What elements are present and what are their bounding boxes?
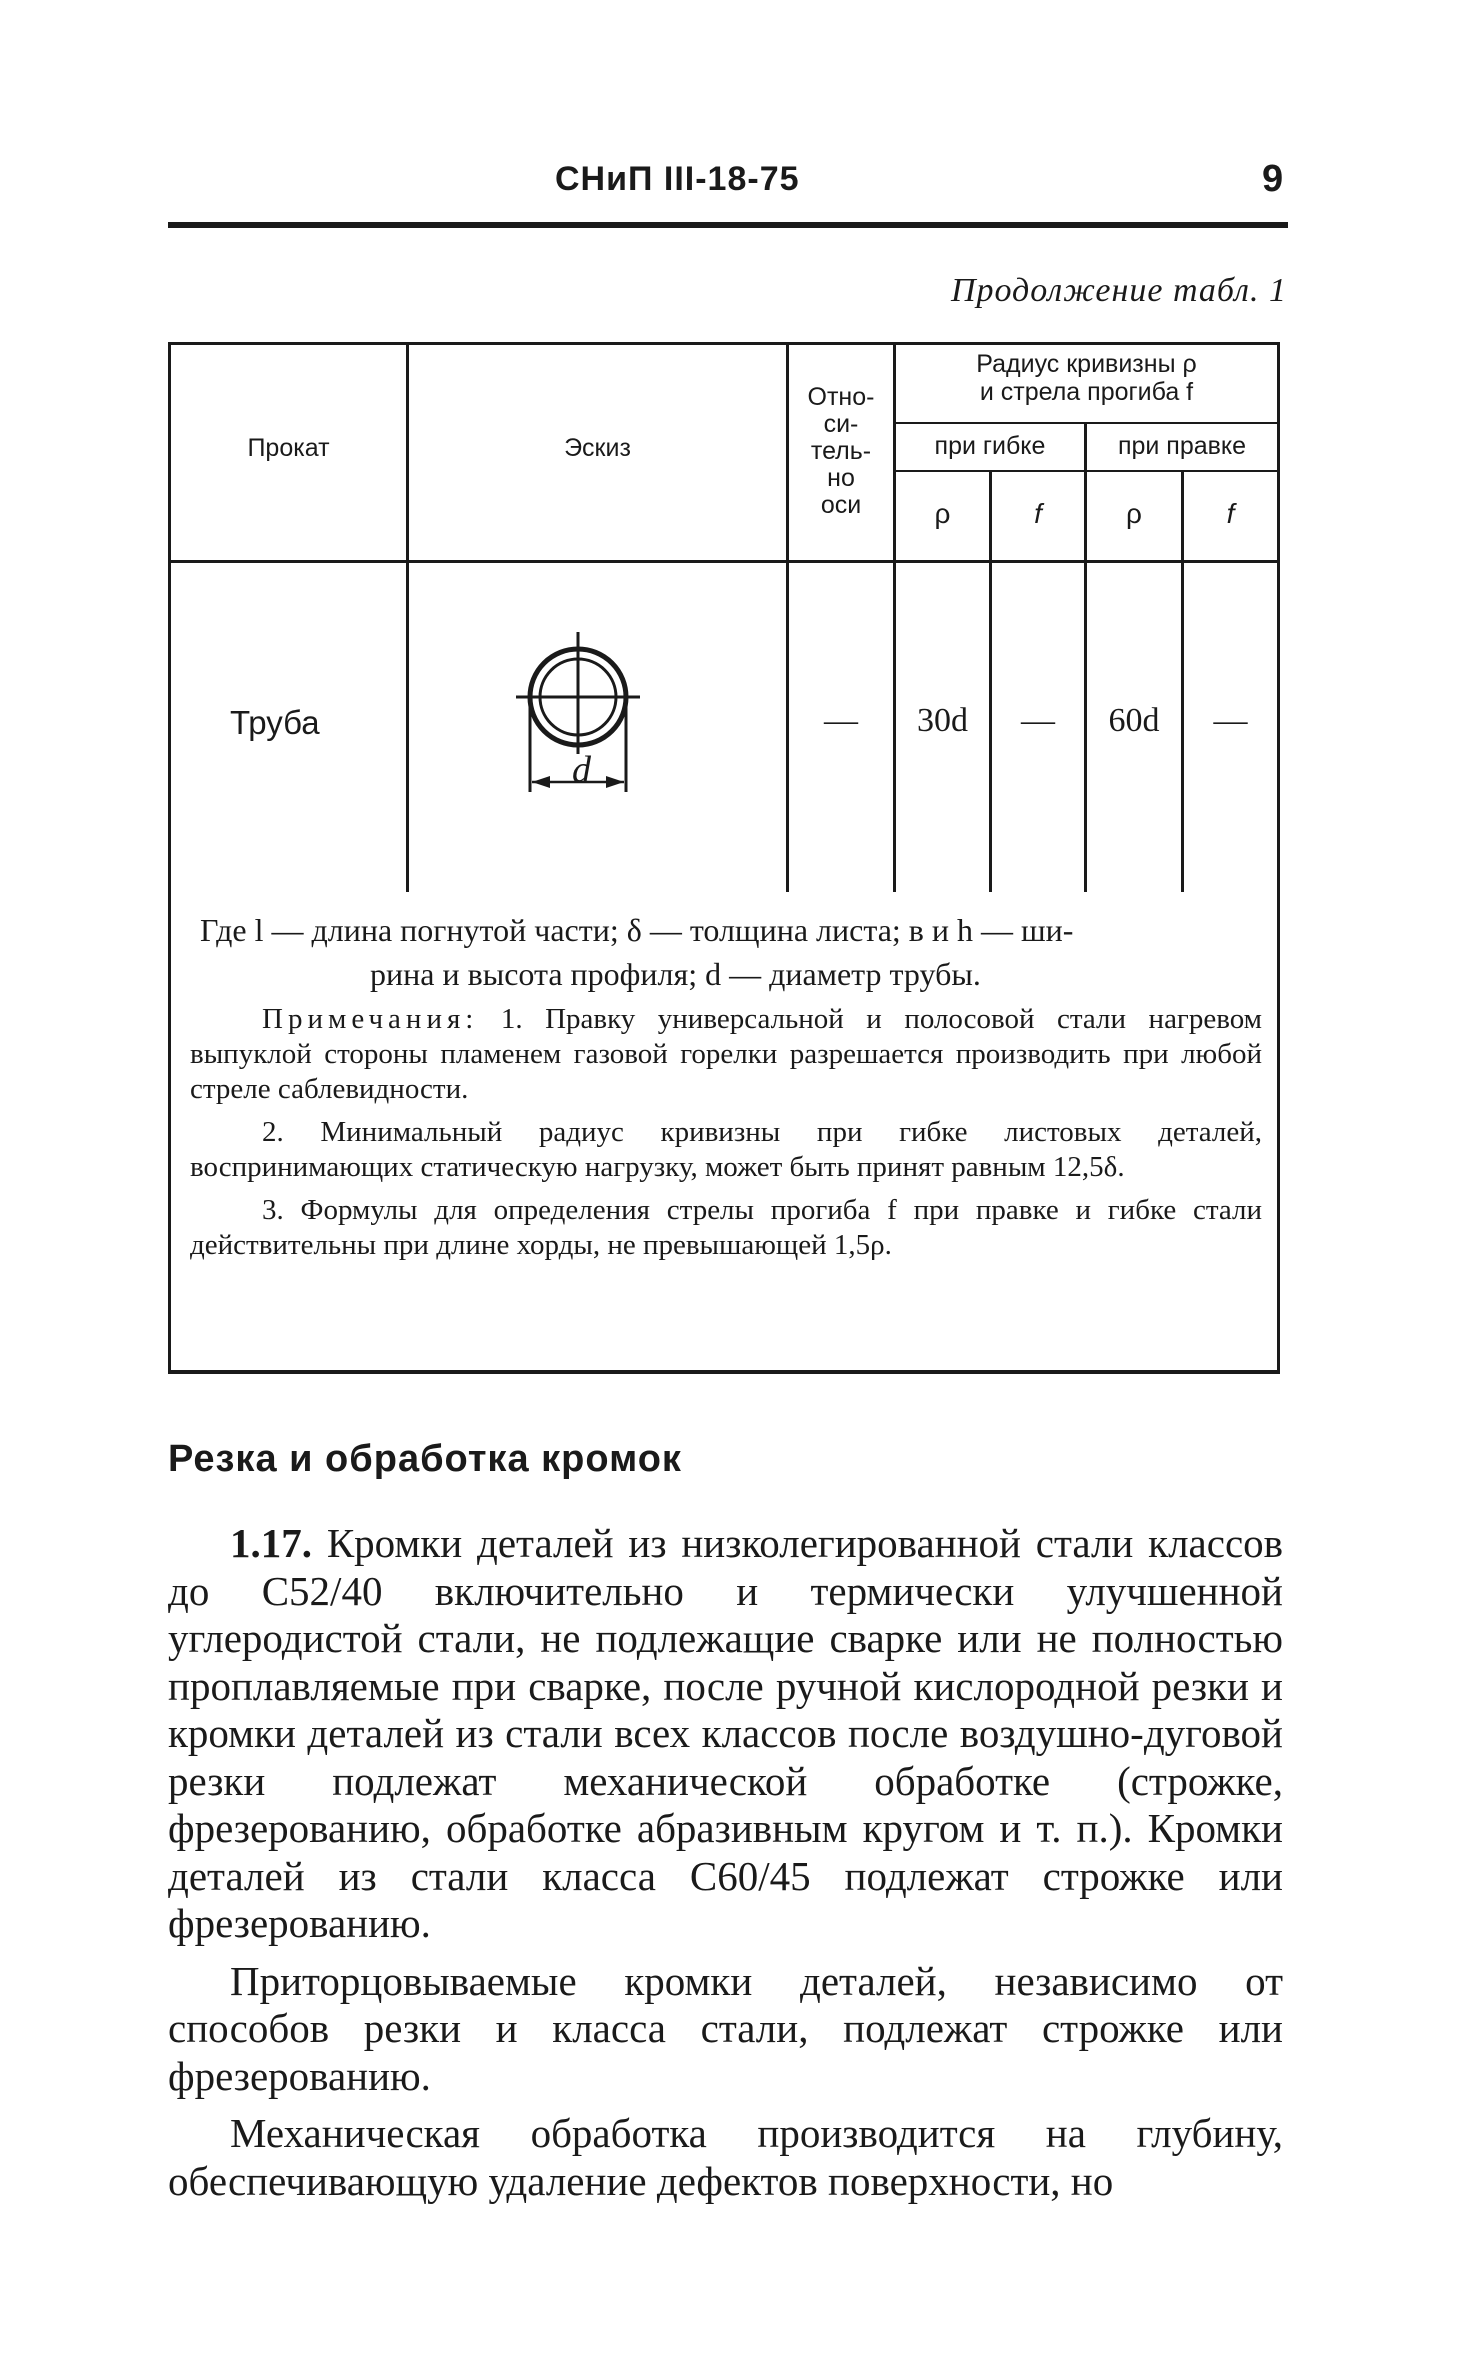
header-prokat: Прокат (247, 434, 330, 462)
table-header-bottom-border (168, 560, 1280, 563)
header-straight-f: f (1226, 498, 1235, 529)
header-bending: при гибке (934, 432, 1046, 460)
legend-line-2: рина и высота профиля; d — диаметр трубы. (370, 956, 981, 992)
header-straight-rho: ρ (1126, 498, 1142, 529)
table-continuation-label: Продолжение табл. 1 (950, 272, 1287, 309)
cell-bend-rho: 30d (917, 702, 968, 739)
page-number: 9 (1262, 158, 1284, 200)
header-bend-f: f (1034, 498, 1042, 529)
col-sep-6 (1181, 470, 1184, 892)
col-sep-3 (893, 342, 896, 892)
note-2: 2. Минимальный радиус кривизны при гибке листовых деталей, воспринимающих статическую нагрузку, может быть принят равным 12,5δ. (190, 1116, 1262, 1183)
col-sep-4 (989, 470, 992, 892)
header-eskiz: Эскиз (564, 434, 631, 462)
header-bend-rho: ρ (934, 498, 951, 529)
clause-number: 1.17. (230, 1520, 312, 1566)
row-prokat-tube: Труба (230, 704, 320, 741)
header-axis: Отно- си- тель- но оси (807, 383, 875, 519)
header-sub-line-1 (893, 422, 1280, 424)
note-3: 3. Формулы для определения стрелы прогиба f при правке и гибке стали действительны при длине хорды, не превышающей 1,5ρ. (190, 1194, 1262, 1261)
cell-bend-f: — (1021, 702, 1055, 739)
paragraph-2: Приторцовываемые кромки деталей, независимо от способов резки и класса стали, подлежат строжке или фрезерованию. (168, 1957, 1283, 2099)
header-straightening: при правке (1117, 432, 1247, 460)
table-legend (200, 908, 1250, 996)
section-heading: Резка и обработка кромок (168, 1438, 682, 1480)
running-header-title: СНиП III-18-75 (555, 160, 800, 198)
header-rule (168, 222, 1288, 228)
paragraph-1-text: Кромки деталей из низколегированной стали классов до С52/40 включительно и термически улучшенной углеродистой стали, не подлежащие сварке или не полностью проплавляемые при сварке, после ручной кислородной резки и кромки деталей из стали всех классов после воздушно-дуговой резки подлежат механической обработке (строжке, фрезерованию, обработке абразивным кругом и т. п.). Кромки деталей из стали класса С60/45 подлежат строжке или фрезерованию. (168, 1520, 1284, 1946)
paragraph-1-17 (168, 1520, 1283, 1948)
cell-straight-f: — (1213, 702, 1248, 739)
table-bottom-border (168, 1370, 1280, 1374)
section-body (168, 1520, 1283, 2215)
header-sub-line-2 (893, 470, 1280, 472)
header-radius-group: Радиус кривизны ρ и стрела прогиба f (976, 350, 1197, 406)
note-1-text: 1. Правку универсальной и полосовой стали нагревом выпуклой стороны пламенем газовой горелки разрешается производить при любой стреле саблевидности. (190, 1003, 1262, 1105)
cell-axis: — (824, 702, 858, 739)
table-top-border (168, 342, 1280, 345)
col-sep-5 (1084, 422, 1087, 892)
tube-diameter-label: d (572, 749, 591, 791)
table-notes (190, 1002, 1262, 1271)
note-1 (190, 1002, 1262, 1107)
notes-label: Примечания: (262, 1003, 479, 1035)
table-left-border (168, 342, 171, 1374)
legend-line-1: Где l — длина погнутой части; δ — толщина листа; в и h — ши- (200, 912, 1074, 948)
table-right-border (1277, 342, 1280, 1374)
cell-straight-rho: 60d (1108, 702, 1160, 739)
col-sep-1 (406, 342, 409, 892)
paragraph-3: Механическая обработка производится на глубину, обеспечивающую удаление дефектов поверхности, но (168, 2110, 1283, 2204)
